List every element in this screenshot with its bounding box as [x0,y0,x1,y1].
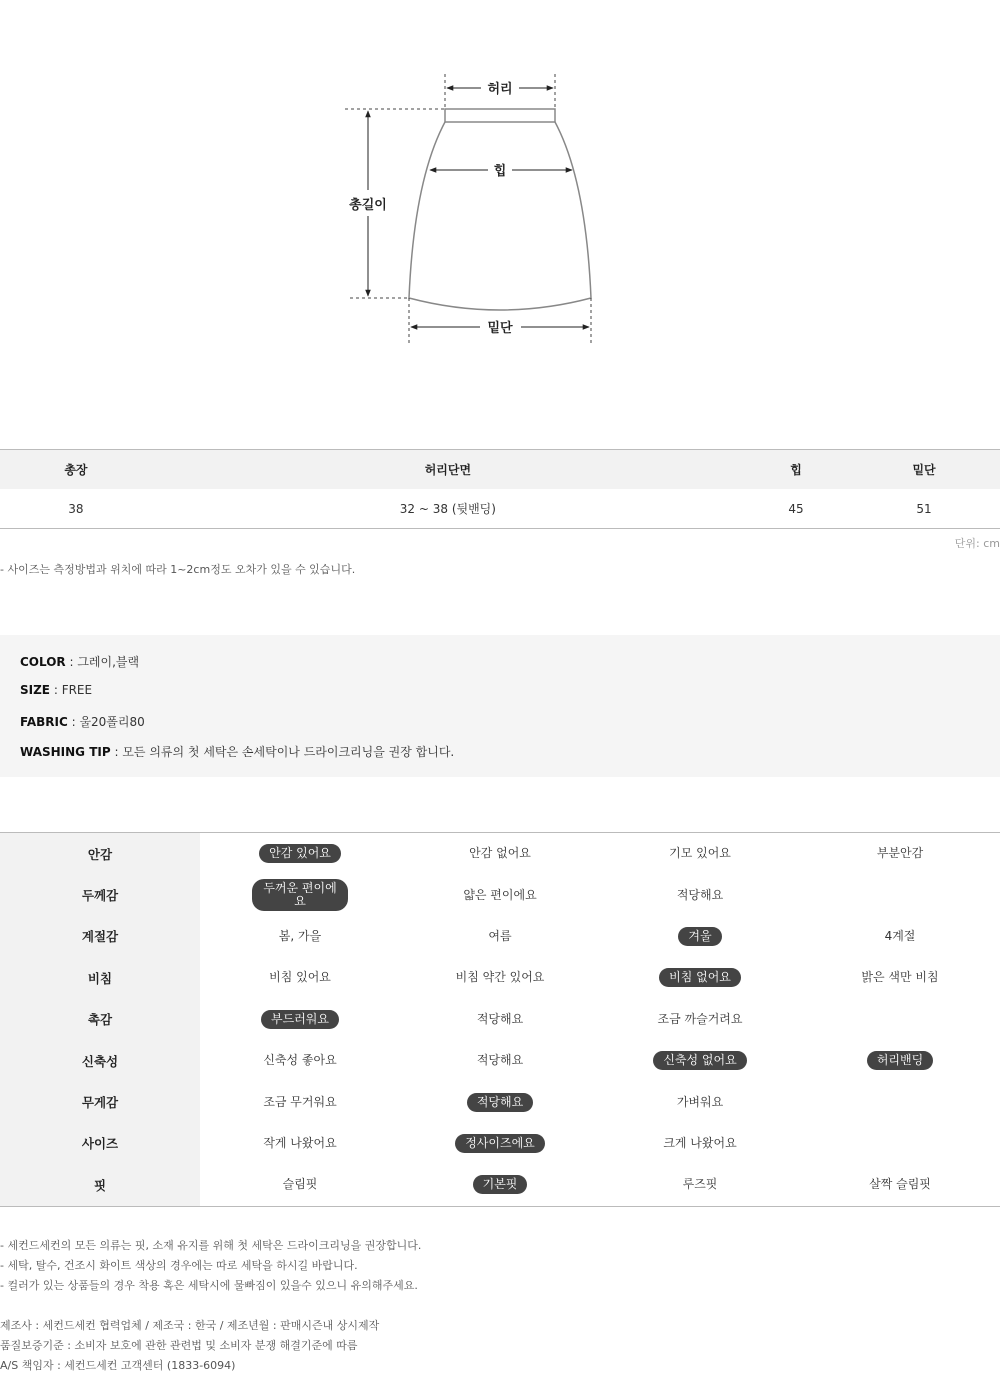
property-label: 무게감 [0,1081,200,1122]
property-option-cell [400,1134,600,1153]
manufacturer-info [0,1316,379,1376]
property-option-selected: 안감 있어요 [259,844,341,863]
color-value: : 그레이,블랙 [65,655,140,669]
property-option-cell [600,1096,800,1109]
property-option-selected: 부드러워요 [261,1010,339,1029]
property-option-cell [600,889,800,902]
property-option-cell [800,1051,1000,1070]
property-option: 부분안감 [876,846,924,861]
property-label: 계절감 [0,916,200,957]
size-table-header [0,450,1000,490]
property-option: 비침 있어요 [269,970,331,985]
property-option-selected: 두꺼운 편이에요 [252,879,348,911]
size-table [0,449,1000,529]
property-option: 적당해요 [476,1053,524,1068]
property-option: 신축성 좋아요 [263,1053,337,1068]
size-table-row [0,489,1000,529]
color-label: COLOR [20,655,66,669]
property-option-selected: 겨울 [678,927,721,946]
size-note: - 사이즈는 측정방법과 위치에 따라 1~2cm정도 오차가 있을 수 있습니다. [0,563,356,576]
size-value: : FREE [50,683,93,697]
property-option: 봄, 가을 [278,928,322,943]
property-option-cell [400,847,600,860]
property-option: 작게 나왔어요 [263,1135,337,1150]
property-row [0,1123,1000,1164]
property-option: 조금 무거워요 [263,1094,337,1109]
property-option-selected: 신축성 없어요 [653,1051,746,1070]
size-label: SIZE [20,683,51,697]
property-row [0,999,1000,1040]
property-option: 루즈핏 [682,1177,718,1192]
waist-label: 허리 [487,82,513,97]
length-label: 총길이 [349,198,387,213]
property-option: 크게 나왔어요 [663,1135,737,1150]
hem-label: 밑단 [487,321,513,336]
property-option: 비침 약간 있어요 [455,970,545,985]
info-washing [20,743,454,760]
property-option-selected: 허리밴딩 [867,1051,933,1070]
info-fabric [20,713,145,730]
note-line: - 컬러가 있는 상품들의 경우 착용 혹은 세탁시에 물빠짐이 있을수 있으니 유의해주세요. [0,1279,418,1292]
property-row [0,1040,1000,1081]
property-option: 적당해요 [476,1011,524,1026]
property-option-cell [200,1137,400,1150]
property-row [0,916,1000,957]
skirt-outline [409,109,591,310]
property-option-cell [800,930,1000,943]
property-option-selected: 기본핏 [473,1175,528,1194]
property-row [0,874,1000,915]
property-row [0,1164,1000,1205]
property-option-cell [400,1013,600,1026]
info-color [20,653,139,670]
property-option-cell [600,847,800,860]
info-size [20,683,92,697]
property-option-cell [400,1054,600,1067]
property-option: 여름 [488,928,512,943]
property-option-cell [800,847,1000,860]
quality-line: 품질보증기준 : 소비자 보호에 관한 관련법 및 소비자 분쟁 해결기준에 따름 [0,1339,358,1352]
property-label: 신축성 [0,1040,200,1081]
property-label: 안감 [0,833,200,874]
property-option: 4계절 [884,928,916,943]
property-option: 밝은 색만 비침 [861,970,939,985]
property-option-selected: 비침 없어요 [659,968,741,987]
washing-label: WASHING TIP [20,745,111,759]
property-option-cell [400,930,600,943]
property-option-cell [400,971,600,984]
value-length: 38 [0,489,152,529]
property-label: 비침 [0,957,200,998]
property-option: 안감 없어요 [469,846,531,861]
fabric-label: FABRIC [20,715,68,729]
property-option-selected: 정사이즈에요 [455,1134,545,1153]
property-option-cell [400,889,600,902]
property-option-cell [200,1096,400,1109]
property-option-cell [600,927,800,946]
property-label: 촉감 [0,999,200,1040]
property-option-cell [400,1175,600,1194]
property-row [0,833,1000,874]
property-option-cell [600,1137,800,1150]
hip-label: 힙 [493,164,507,179]
property-label: 사이즈 [0,1123,200,1164]
header-waist: 허리단면 [152,450,744,490]
property-option-cell [600,1013,800,1026]
header-length: 총장 [0,450,152,490]
unit-label: 단위: cm [954,537,1000,550]
property-option: 기모 있어요 [669,846,731,861]
property-table [0,832,1000,1207]
property-option: 가벼워요 [676,1094,724,1109]
property-option: 얇은 편이에요 [463,887,537,902]
property-option-cell [200,1178,400,1191]
value-hem: 51 [848,489,1000,529]
property-label: 두께감 [0,874,200,915]
property-option-cell [800,1178,1000,1191]
manufacturer-line: 제조사 : 세컨드세컨 협력업체 / 제조국 : 한국 / 제조년월 : 판매시즌내 상시제작 [0,1319,380,1332]
product-info-box [0,635,1000,777]
property-option-cell [200,930,400,943]
as-line: A/S 책임자 : 세컨드세컨 고객센터 (1833-6094) [0,1359,236,1372]
property-option: 살짝 슬림핏 [869,1177,931,1192]
property-option-cell [200,1054,400,1067]
fabric-value: : 울20폴리80 [67,715,145,729]
value-waist: 32 ~ 38 (뒷밴딩) [152,489,744,529]
property-option-cell [800,971,1000,984]
property-label: 핏 [0,1164,200,1205]
property-option-cell [200,971,400,984]
property-option-cell [400,1093,600,1112]
header-hip: 힙 [744,450,848,490]
property-option-selected: 적당해요 [467,1093,533,1112]
header-hem: 밑단 [848,450,1000,490]
property-option-cell [200,879,400,911]
property-option-cell [600,968,800,987]
skirt-measurement-diagram [0,0,1000,360]
property-option: 조금 까슬거려요 [657,1011,743,1026]
note-line: - 세컨드세컨의 모든 의류는 핏, 소재 유지를 위해 첫 세탁은 드라이크리닝을 권장합니다. [0,1239,422,1252]
washing-value: : 모든 의류의 첫 세탁은 손세탁이나 드라이크리닝을 권장 합니다. [110,745,455,759]
property-option: 슬림핏 [282,1177,318,1192]
property-option-cell [200,844,400,863]
care-notes [0,1236,421,1296]
property-option-cell [200,1010,400,1029]
value-hip: 45 [744,489,848,529]
property-row [0,957,1000,998]
property-option-cell [600,1178,800,1191]
property-row [0,1081,1000,1122]
note-line: - 세탁, 탈수, 건조시 화이트 색상의 경우에는 따로 세탁을 하시길 바랍니다. [0,1259,358,1272]
property-option-cell [600,1051,800,1070]
property-option: 적당해요 [676,887,724,902]
